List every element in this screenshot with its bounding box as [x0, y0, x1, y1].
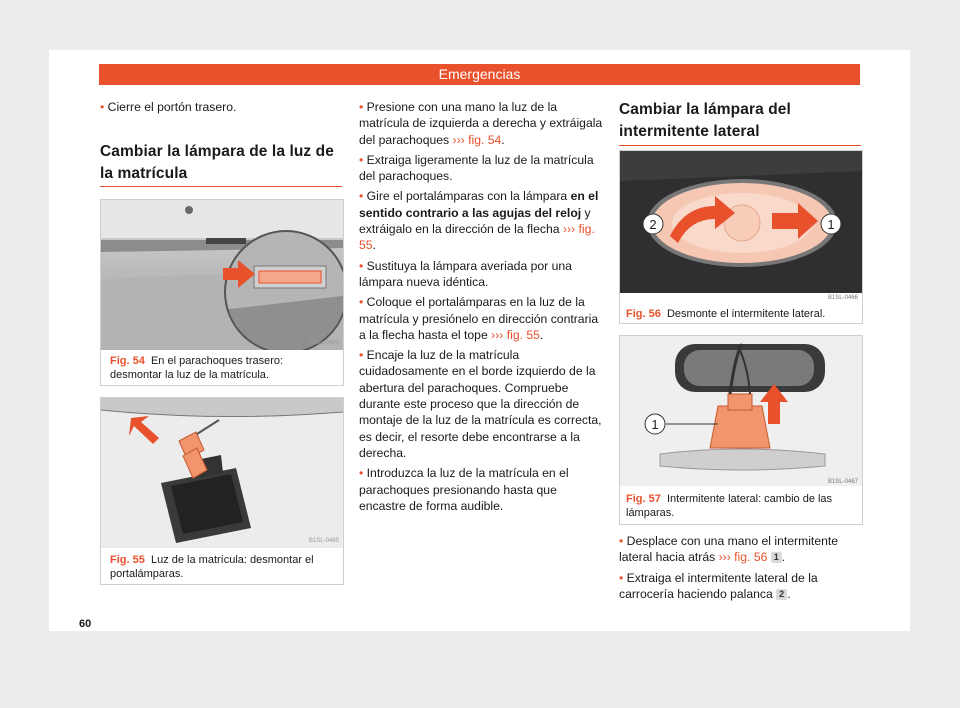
figure-56 [619, 150, 863, 324]
bullet-item [359, 258, 605, 291]
bullet-text: Gire el portalámparas con la lámpara [366, 189, 568, 204]
figure-link[interactable]: fig. 54 [468, 132, 502, 147]
bullet-icon: • [359, 258, 364, 273]
middle-column [359, 99, 605, 514]
bullet-text: Encaje la luz de la matrícula cuidadosamente en el borde izquierdo de la abertura del parachoques. Compruebe durante este proceso que la dirección de montaje de la luz de la matrícula es correcta, es decir, el resorte debe encontrarse a la derecha. [359, 348, 602, 460]
callout-number: 2 [776, 589, 787, 600]
section-rule [619, 145, 861, 146]
figure-label: Fig. 55 [110, 554, 145, 566]
bullet-text: Extraiga ligeramente la luz de la matrícula del parachoques. [359, 152, 594, 184]
figure-label: Fig. 57 [626, 493, 661, 505]
bullet-text: Extraiga el intermitente lateral de la carrocería haciendo palanca [619, 570, 818, 601]
section-title: Cambiar la lámpara del intermitente lateral [619, 101, 791, 140]
bumper-license-light-illustration [101, 200, 343, 350]
chapter-header: Emergencias [99, 64, 860, 85]
section-rule [100, 186, 342, 187]
figure-54-image [101, 200, 343, 350]
figure-link[interactable]: fig. 55 [359, 222, 595, 253]
bullet-icon: • [619, 534, 624, 548]
arrows: ››› [452, 132, 465, 147]
bullet-text: y extráigalo en la dirección de la flecha [359, 205, 591, 237]
bullet-item [359, 465, 605, 514]
figure-label: Fig. 54 [110, 355, 145, 367]
indicator-lamp-change-illustration [620, 336, 862, 486]
bullet-item: • Coloque el portalámparas en la luz de la matrícula y presiónelo en dirección contraria a la flecha hasta el tope ››› fig. 55. [359, 295, 599, 342]
section-title: Cambiar la lámpara de la luz de la matrícula [100, 143, 334, 183]
right-column [619, 99, 861, 143]
caption-text: Intermitente lateral: cambio de las lámparas. [626, 493, 833, 519]
figure-caption [626, 493, 856, 520]
figure-code: B1SL-0466 [827, 295, 858, 301]
figure-link[interactable]: fig. 55 [506, 327, 540, 342]
arrows: ››› [718, 550, 731, 565]
marker-1: 1 [651, 417, 659, 432]
bullet-text: Cierre el portón trasero. [107, 100, 237, 114]
lampholder-illustration [101, 398, 343, 548]
bullet-icon: • [359, 152, 364, 167]
marker-1: 1 [827, 217, 835, 232]
bullet-icon: • [359, 466, 364, 481]
bullet-icon: • [359, 348, 364, 363]
bullet-icon: • [359, 100, 364, 114]
figure-55-image [101, 398, 343, 548]
bullet-item [100, 99, 342, 115]
figure-56-image [620, 151, 862, 293]
left-column [100, 99, 342, 185]
caption-text: Desmonte el intermitente lateral. [666, 308, 826, 320]
caption-text: Luz de la matrícula: desmontar el portalámparas. [110, 554, 314, 580]
page-number: 60 [79, 618, 92, 630]
bullet-item: • Extraiga el intermitente lateral de la carrocería haciendo palanca 2 . [619, 570, 818, 601]
bullet-icon: • [100, 100, 105, 114]
bullet-icon: • [619, 570, 624, 585]
caption-text: En el parachoques trasero: desmontar la luz de la matrícula. [110, 355, 284, 381]
marker-2: 2 [649, 217, 657, 232]
figure-code: B1SL-0464 [308, 340, 339, 346]
figure-label: Fig. 56 [626, 308, 661, 320]
bullet-text: Sustituya la lámpara averiada por una lámpara nueva idéntica. [359, 258, 572, 289]
bullet-text: Presione con una mano la luz de la matrícula de izquierda a derecha y extráigala del parachoques [359, 100, 603, 147]
figure-link[interactable]: fig. 56 [734, 550, 768, 565]
bullet-text: Introduzca la luz de la matrícula en el parachoques presionando hasta que encastre de forma audible. [359, 466, 569, 513]
bullet-item [359, 152, 605, 185]
figure-code: B1SL-0467 [827, 479, 858, 485]
bold-text: en el sentido contrario a las agujas del reloj [359, 189, 599, 220]
figure-55 [100, 397, 344, 585]
bullet-item [359, 347, 605, 461]
figure-code: B1SL-0465 [308, 538, 339, 544]
bullet-text: Coloque el portalámparas en la luz de la matrícula y presiónelo en dirección contraria a la flecha hasta el tope [359, 295, 599, 342]
bullet-item: • Desplace con una mano el intermitente lateral hacia atrás ››› fig. 56 1 . [619, 534, 839, 565]
arrows: ››› [491, 327, 504, 342]
bullet-item: • Presione con una mano la luz de la matrícula de izquierda a derecha y extráigala del parachoques ››› fig. 54. [359, 100, 603, 147]
figure-caption [110, 554, 338, 581]
side-indicator-illustration [620, 151, 862, 293]
figure-57 [619, 335, 863, 525]
bullet-icon: • [359, 295, 364, 310]
callout-number: 1 [771, 552, 782, 563]
right-steps [619, 533, 861, 602]
figure-caption [110, 355, 338, 382]
figure-54 [100, 199, 344, 386]
bullet-icon: • [359, 189, 364, 204]
bullet-text: Desplace con una mano el intermitente lateral hacia atrás [619, 534, 839, 565]
arrows: ››› [562, 222, 576, 237]
bullet-item: • Gire el portalámparas con la lámpara en el sentido contrario a las agujas del reloj y extráigalo en la dirección de la flecha ››› fig. 55. [359, 189, 599, 253]
figure-57-image [620, 336, 862, 486]
figure-caption [626, 308, 856, 322]
